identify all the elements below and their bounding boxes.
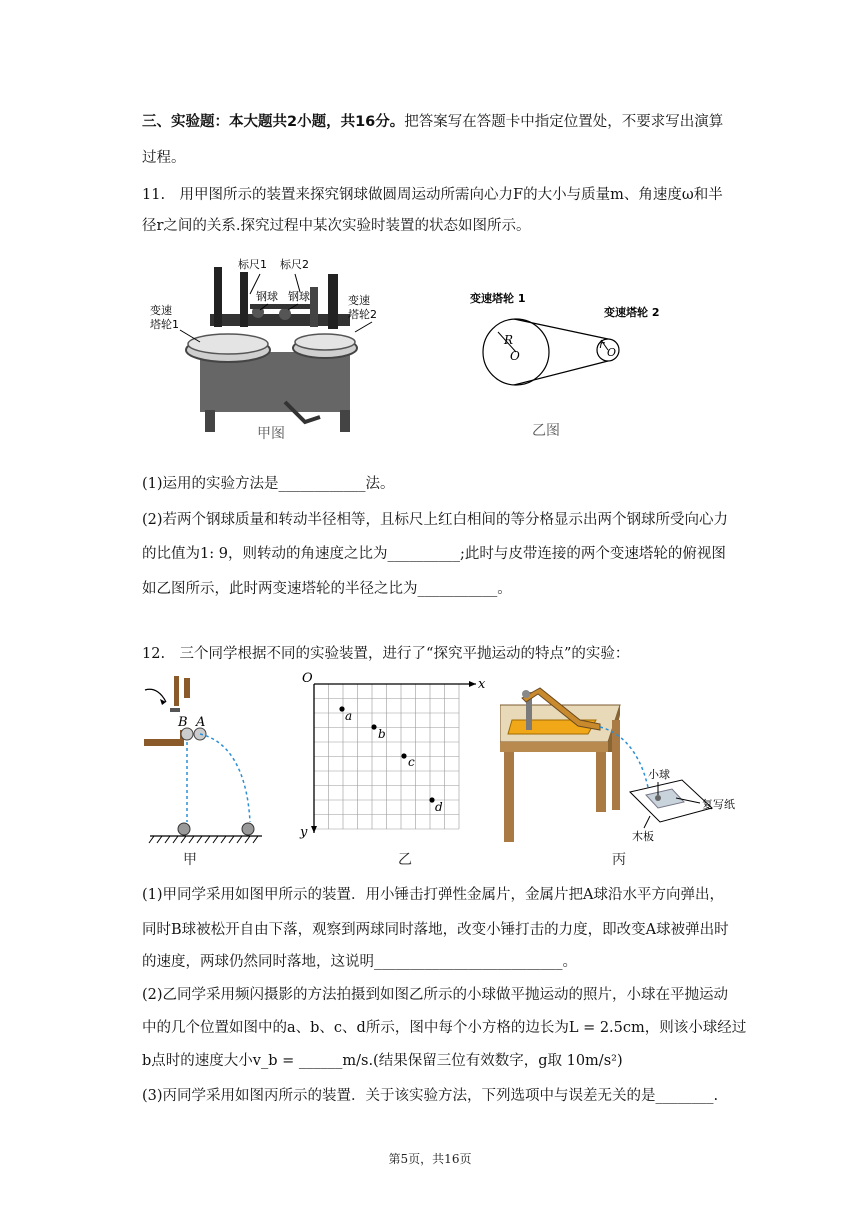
q12-stem: 12. 三个同学根据不同的实验装置，进行了“探究平抛运动的特点”的实验： [142, 646, 630, 662]
label-carbon-paper: 复写纸 [702, 798, 735, 811]
page-footer: 第5页，共16页 [388, 1152, 472, 1166]
label-x-axis: x [478, 677, 486, 692]
point-b [371, 724, 376, 729]
q11-caption-jia: 甲图 [257, 426, 285, 442]
q12-figure-yi [296, 668, 496, 843]
q11-sub2-line2: 的比值为1: 9，则转动的角速度之比为__________;此时与皮带连接的两个变速塔轮的俯视图 [142, 546, 726, 562]
label-small-ball: 小球 [648, 768, 670, 781]
label-pulley1-a: 变速 [150, 304, 172, 317]
q12-caption-bing: 丙 [612, 852, 626, 868]
label-ball2: 钢球 [288, 290, 310, 303]
q12-sub3: (3)丙同学采用如图丙所示的装置．关于该实验方法，下列选项中与误差无关的是________. [142, 1088, 719, 1104]
label-pulley1-b: 塔轮1 [150, 318, 179, 331]
q11-stem-line2: 径r之间的关系.探究过程中某次实验时装置的状态如图所示。 [142, 218, 531, 234]
q12-caption-yi: 乙 [398, 852, 412, 868]
q12-caption-jia: 甲 [183, 852, 197, 868]
section-header [142, 110, 723, 131]
q12-sub1-line2: 同时B球被松开自由下落，观察到两球同时落地，改变小锤打击的力度，即改变A球被弹出时 [142, 922, 729, 938]
q11-caption-yi: 乙图 [532, 423, 560, 439]
label-point-c: c [408, 755, 415, 769]
label-r: r [599, 338, 605, 351]
label-ball1: 钢球 [256, 290, 278, 303]
label-point-d: d [435, 800, 443, 814]
label-scale1: 标尺1 [238, 258, 267, 271]
q12-sub1-line3: 的速度，两球仍然同时落地，这说明__________________________。 [142, 954, 577, 970]
point-c [401, 753, 406, 758]
q12-figure-jia [140, 672, 270, 847]
label-A: A [196, 715, 206, 730]
label-y-axis: y [300, 825, 308, 840]
q12-sub2-line2: 中的几个位置如图中的a、b、c、d所示，图中每个小方格的边长为L = 2.5cm，则该小球经过 [142, 1020, 747, 1036]
point-d [429, 797, 434, 802]
label-pulley1: 变速塔轮 1 [470, 292, 526, 305]
label-pulley2-a: 变速 [348, 294, 370, 307]
point-a [339, 706, 344, 711]
q11-sub2-line3: 如乙图所示，此时两变速塔轮的半径之比为___________。 [142, 581, 512, 597]
section-instruction-cont: 过程。 [142, 150, 186, 166]
section-instruction: 把答案写在答题卡中指定位置处，不要求写出演算 [404, 114, 724, 130]
q11-figure-jia [150, 252, 380, 447]
q11-sub1: (1)运用的实验方法是____________法。 [142, 476, 395, 492]
label-O1: O [510, 349, 520, 363]
q11-sub2-line1: (2)若两个钢球质量和转动半径相等，且标尺上红白相间的等分格显示出两个钢球所受向心力 [142, 512, 729, 528]
label-B: B [178, 715, 188, 730]
label-R: R [504, 333, 514, 347]
q11-stem-line1: 11. 用甲图所示的装置来探究钢球做圆周运动所需向心力F的大小与质量m、角速度ω和半 [142, 187, 723, 203]
label-origin: O [302, 671, 313, 686]
q12-sub1-line1: (1)甲同学采用如图甲所示的装置．用小锤击打弹性金属片，金属片把A球沿水平方向弹出， [142, 887, 725, 903]
label-pulley2: 变速塔轮 2 [604, 306, 660, 319]
q12-sub2-line1: (2)乙同学采用频闪摄影的方法拍摄到如图乙所示的小球做平抛运动的照片，小球在平抛运动 [142, 987, 729, 1003]
q12-figure-bing [500, 680, 750, 850]
belt-top [514, 319, 608, 339]
q12-sub2-line3: b点时的速度大小v_b = ______m/s.(结果保留三位有效数字，g取 10m/s²) [142, 1053, 623, 1069]
label-scale2: 标尺2 [280, 258, 309, 271]
label-point-a: a [345, 709, 353, 723]
section-title: 三、实验题：本大题共2小题，共16分。 [142, 114, 405, 130]
label-O2: O [607, 346, 617, 359]
label-board: 木板 [632, 830, 654, 843]
belt-bottom [514, 361, 608, 385]
label-point-b: b [378, 727, 386, 741]
q11-figure-yi [468, 290, 708, 390]
label-pulley2-b: 塔轮2 [348, 308, 377, 321]
